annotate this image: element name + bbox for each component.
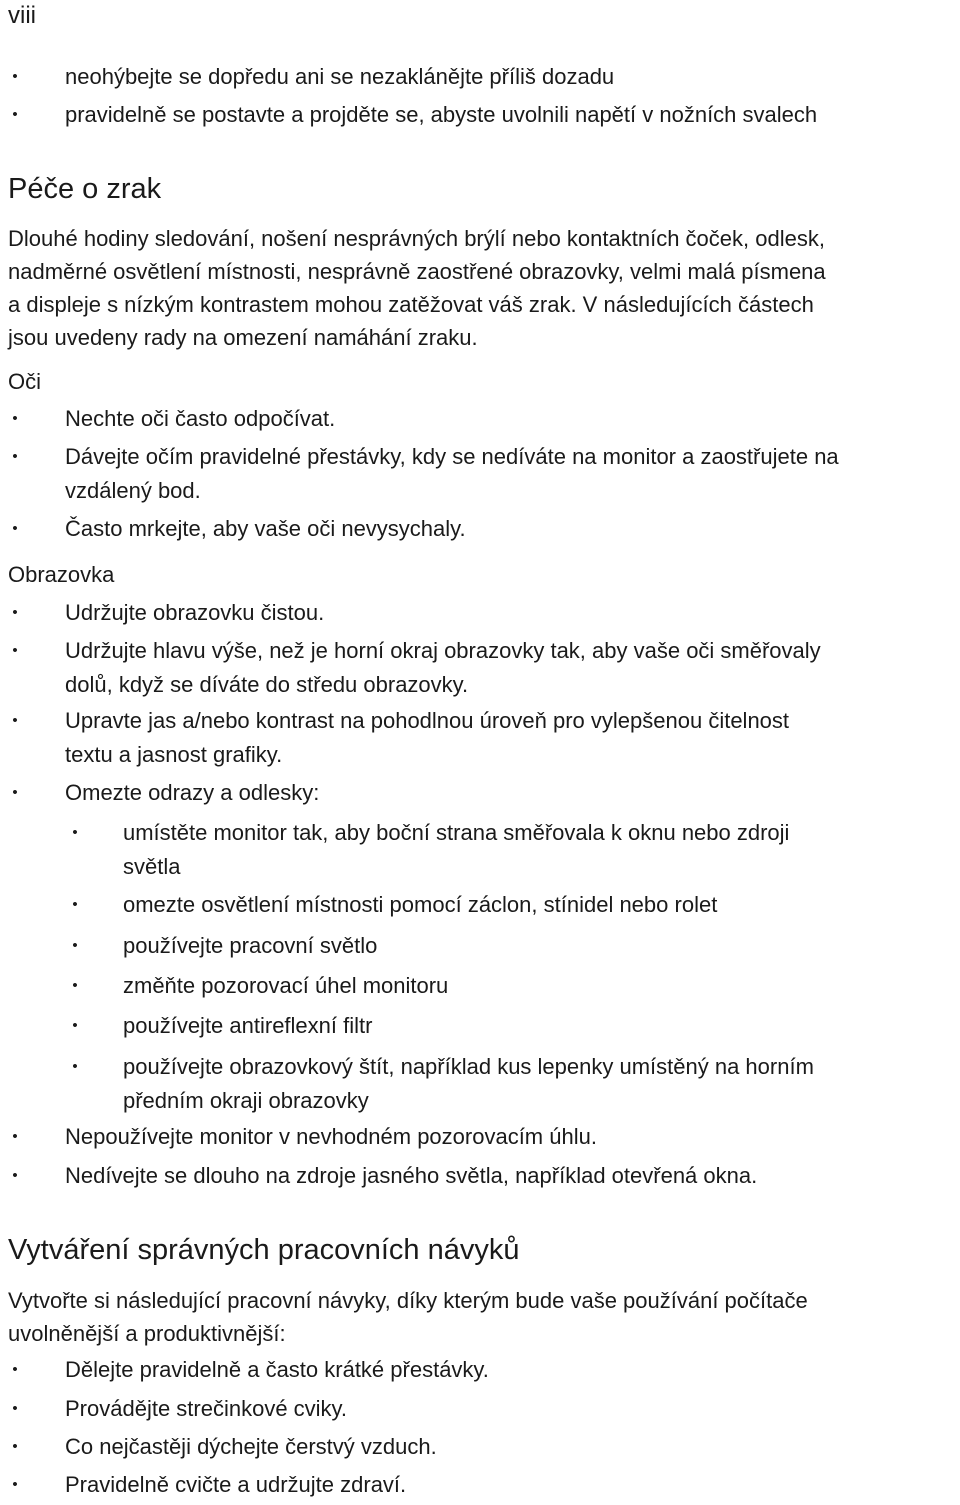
- list-item: [8, 634, 958, 702]
- subheading-eyes: Oči: [8, 369, 41, 394]
- paragraph-line: Dlouhé hodiny sledování, nošení nesprávných brýlí nebo kontaktních čoček, odlesk,: [8, 226, 825, 251]
- bullet-icon: •: [12, 1400, 18, 1417]
- list-item: [8, 1353, 958, 1387]
- sub-list-item: [8, 1009, 958, 1043]
- list-item-line: předním okraji obrazovky: [123, 1088, 369, 1113]
- section-title-eye-care: Péče o zrak: [8, 173, 162, 205]
- list-item-line: vzdálený bod.: [65, 478, 201, 503]
- list-item: [8, 440, 958, 508]
- list-item: [8, 98, 958, 132]
- paragraph-line: uvolněnější a produktivnější:: [8, 1321, 286, 1346]
- sub-list-item: [8, 1050, 958, 1118]
- bullet-icon: •: [12, 410, 18, 427]
- list-item-text: používejte pracovní světlo: [123, 933, 378, 958]
- list-item: [8, 596, 958, 630]
- bullet-icon: •: [12, 520, 18, 537]
- list-item-text: Nedívejte se dlouho na zdroje jasného světla, například otevřená okna.: [65, 1163, 758, 1188]
- paragraph-line: jsou uvedeny rady na omezení namáhání zraku.: [8, 325, 478, 350]
- sub-list-item: [8, 969, 958, 1003]
- list-item: [8, 1468, 958, 1502]
- bullet-icon: •: [72, 1017, 78, 1034]
- list-item-text: [65, 440, 958, 508]
- list-item-text: Dělejte pravidelně a často krátké přestávky.: [65, 1357, 489, 1382]
- list-item: [8, 1392, 958, 1426]
- bullet-icon: •: [12, 106, 18, 123]
- bullet-icon: •: [12, 68, 18, 85]
- eye-care-paragraph: [8, 222, 958, 354]
- sub-list-item: [8, 888, 958, 922]
- habits-paragraph: [8, 1284, 958, 1350]
- list-item-line: umístěte monitor tak, aby boční strana směřovala k oknu nebo zdroji: [123, 820, 790, 845]
- list-item: [8, 1159, 958, 1193]
- sub-list-item: [8, 929, 958, 963]
- list-item-text: Co nejčastěji dýchejte čerstvý vzduch.: [65, 1434, 437, 1459]
- list-item-text: neohýbejte se dopředu ani se nezaklánějte příliš dozadu: [65, 64, 615, 89]
- list-item-text: Provádějte strečinkové cviky.: [65, 1396, 348, 1421]
- bullet-icon: •: [12, 1361, 18, 1378]
- bullet-icon: •: [72, 824, 78, 841]
- bullet-icon: •: [72, 937, 78, 954]
- paragraph-line: a displeje s nízkým kontrastem mohou zatěžovat váš zrak. V následujících částech: [8, 292, 814, 317]
- list-item-line: textu a jasnost grafiky.: [65, 742, 283, 767]
- list-item-line: Udržujte hlavu výše, než je horní okraj obrazovky tak, aby vaše oči směřovaly: [65, 638, 821, 663]
- bullet-icon: •: [72, 977, 78, 994]
- list-item: [8, 512, 958, 546]
- paragraph-line: Vytvořte si následující pracovní návyky, díky kterým bude vaše používání počítače: [8, 1288, 808, 1313]
- sub-list-item: [8, 816, 958, 884]
- bullet-icon: •: [12, 1167, 18, 1184]
- list-item-text: Udržujte obrazovku čistou.: [65, 600, 325, 625]
- list-item-text: Často mrkejte, aby vaše oči nevysychaly.: [65, 516, 466, 541]
- list-item-text: pravidelně se postavte a projděte se, abyste uvolnili napětí v nožních svalech: [65, 102, 818, 127]
- bullet-icon: •: [12, 604, 18, 621]
- bullet-icon: •: [12, 1476, 18, 1493]
- bullet-icon: •: [12, 1128, 18, 1145]
- list-item-text: Pravidelně cvičte a udržujte zdraví.: [65, 1472, 407, 1497]
- bullet-icon: •: [12, 784, 18, 801]
- bullet-icon: •: [12, 1438, 18, 1455]
- list-item-text: [65, 634, 958, 702]
- list-item-text: [123, 1050, 958, 1118]
- bullet-icon: •: [12, 712, 18, 729]
- list-item-text: [65, 704, 958, 772]
- list-item-text: [123, 816, 958, 884]
- subheading-screen: Obrazovka: [8, 562, 115, 587]
- list-item-text: Omezte odrazy a odlesky:: [65, 780, 320, 805]
- page-number: viii: [8, 2, 36, 29]
- list-item: [8, 402, 958, 436]
- list-item-line: světla: [123, 854, 181, 879]
- bullet-icon: •: [72, 1058, 78, 1075]
- list-item-line: Upravte jas a/nebo kontrast na pohodlnou úroveň pro vylepšenou čitelnost: [65, 708, 790, 733]
- paragraph-line: nadměrné osvětlení místnosti, nesprávně zaostřené obrazovky, velmi malá písmena: [8, 259, 826, 284]
- list-item-text: Nepoužívejte monitor v nevhodném pozorovacím úhlu.: [65, 1124, 597, 1149]
- list-item: [8, 704, 958, 772]
- list-item-line: Dávejte očím pravidelné přestávky, kdy se nedíváte na monitor a zaostřujete na: [65, 444, 839, 469]
- list-item: [8, 1120, 958, 1154]
- list-item-line: dolů, když se díváte do středu obrazovky.: [65, 672, 469, 697]
- list-item: [8, 1430, 958, 1464]
- list-item-text: používejte antireflexní filtr: [123, 1013, 373, 1038]
- list-item-text: Nechte oči často odpočívat.: [65, 406, 336, 431]
- list-item: [8, 776, 958, 810]
- list-item-text: omezte osvětlení místnosti pomocí záclon, stínidel nebo rolet: [123, 892, 718, 917]
- list-item-text: změňte pozorovací úhel monitoru: [123, 973, 449, 998]
- bullet-icon: •: [72, 896, 78, 913]
- section-title-habits: Vytváření správných pracovních návyků: [8, 1234, 520, 1266]
- bullet-icon: •: [12, 448, 18, 465]
- bullet-icon: •: [12, 642, 18, 659]
- list-item-line: používejte obrazovkový štít, například kus lepenky umístěný na horním: [123, 1054, 814, 1079]
- list-item: [8, 60, 958, 94]
